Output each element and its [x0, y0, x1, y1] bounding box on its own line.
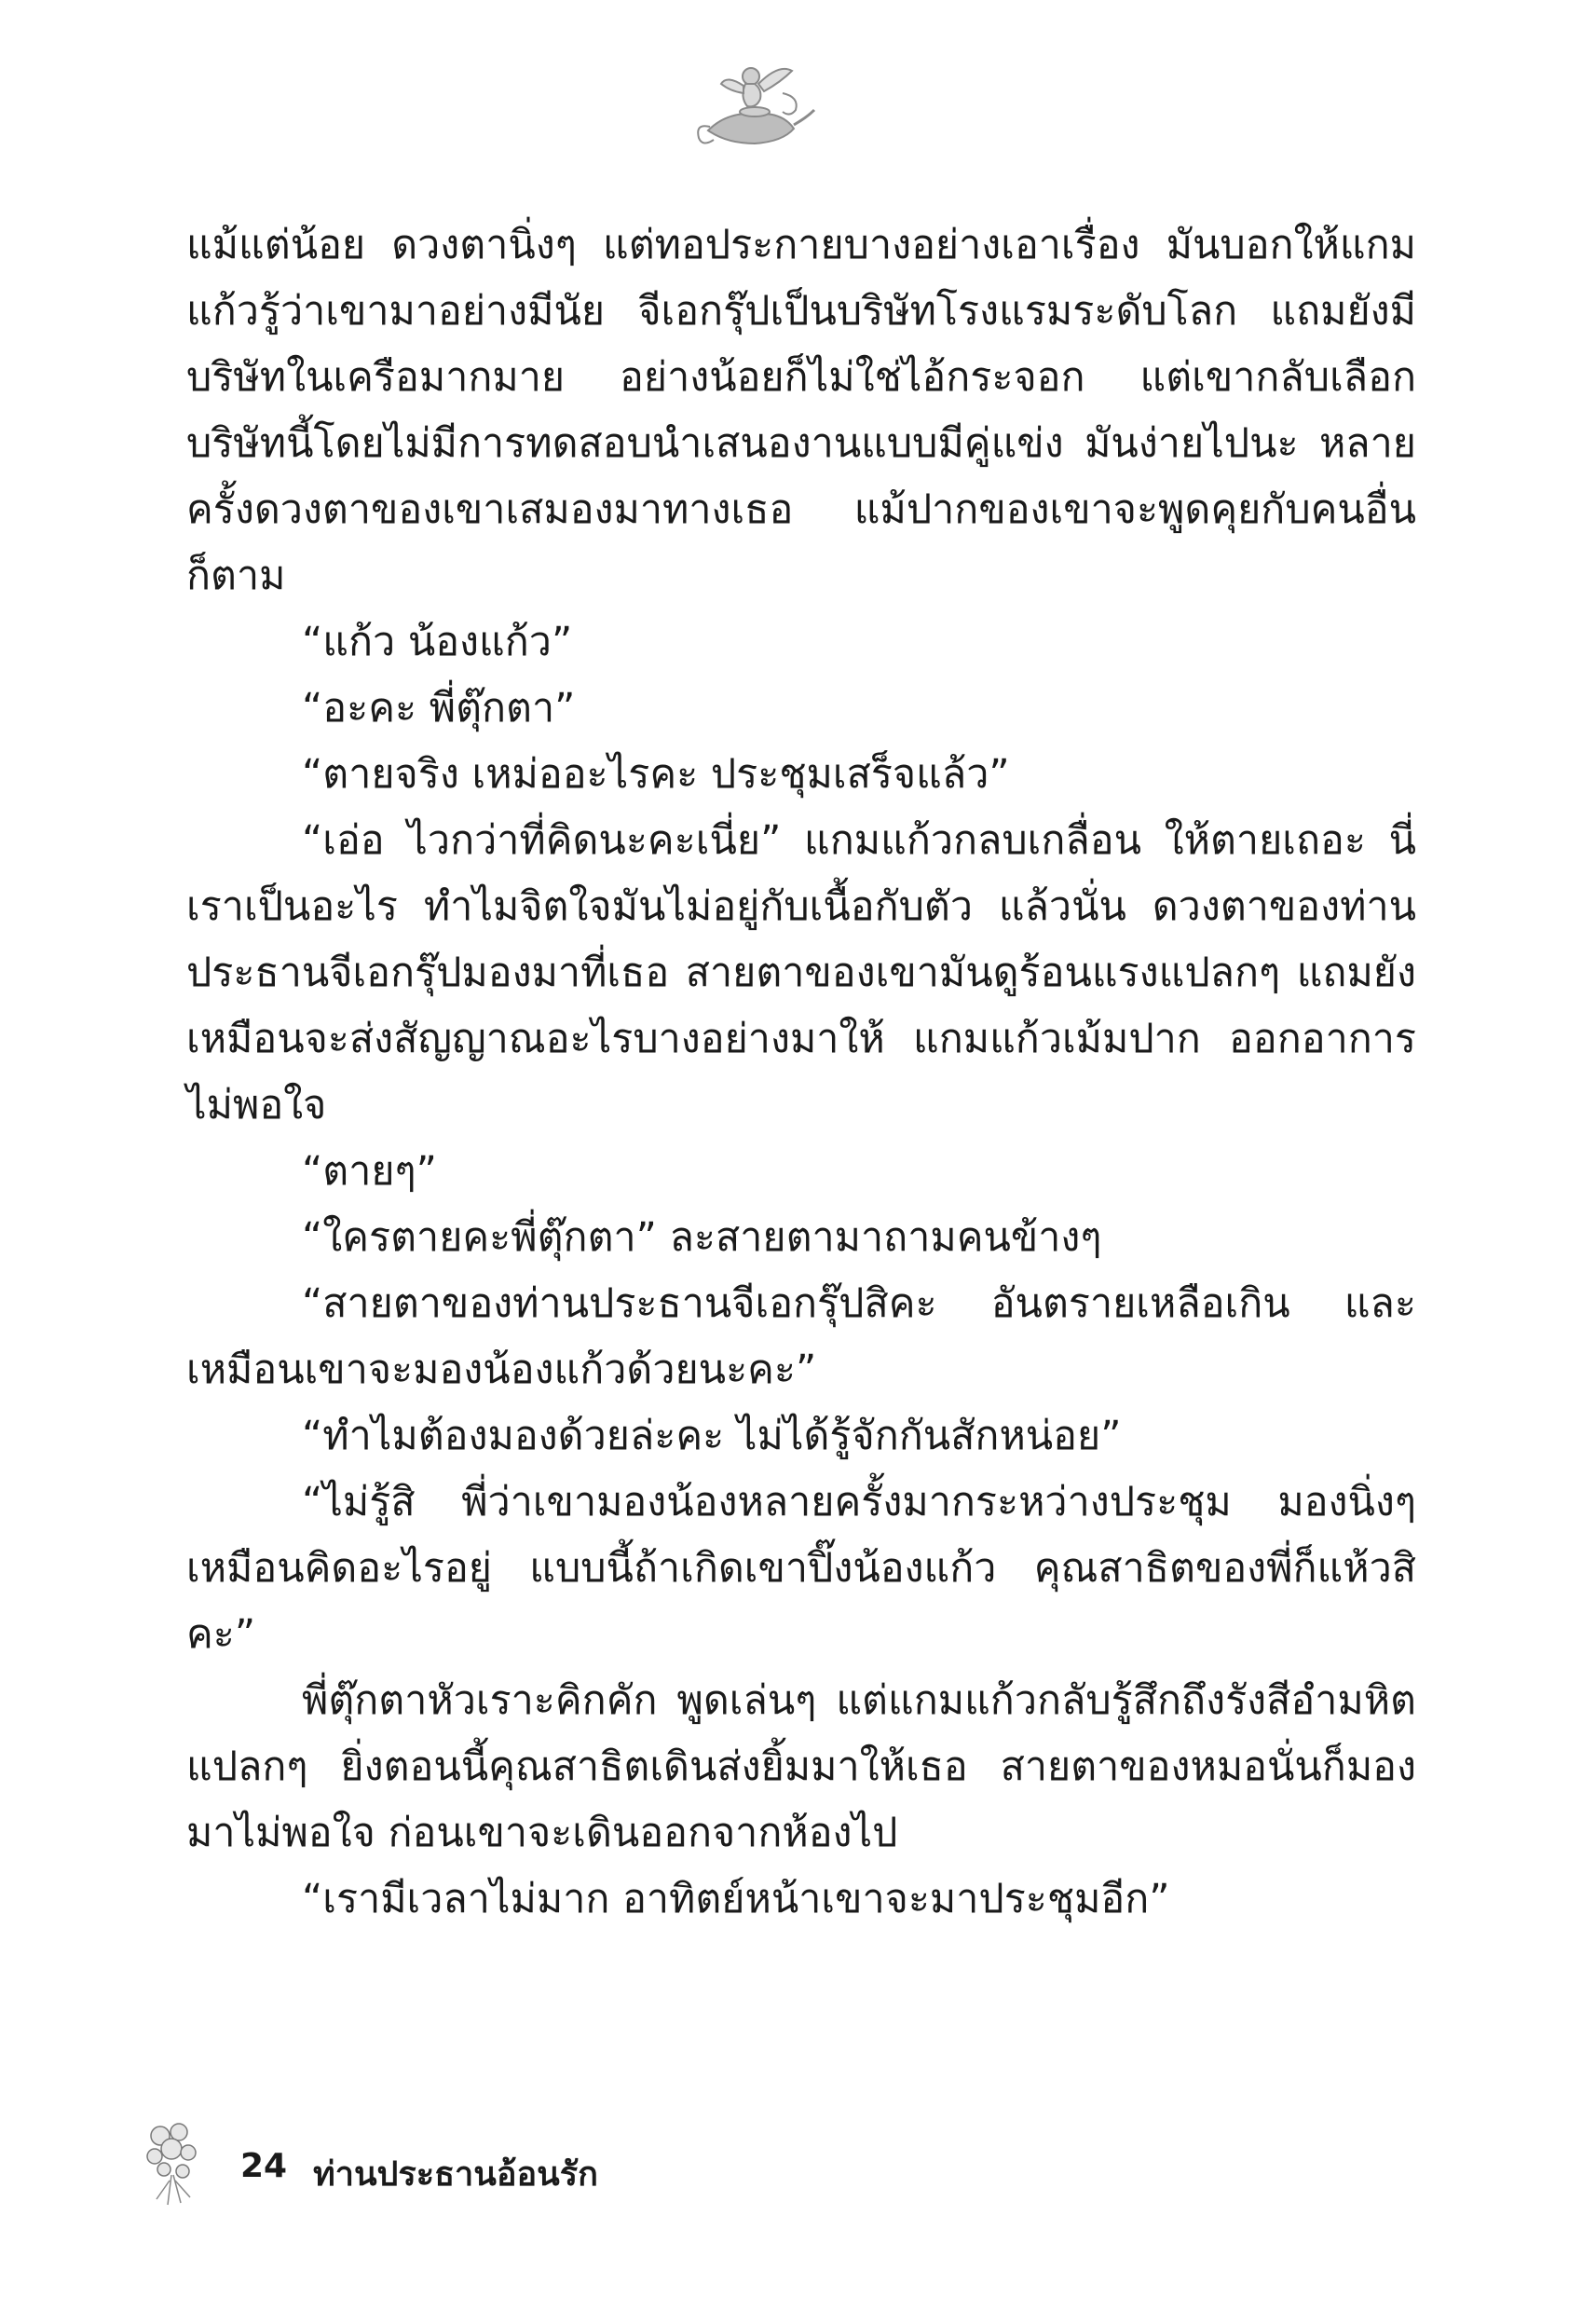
paragraph: “ทำไมต้องมองด้วยล่ะคะ ไม่ได้รู้จักกันสักหน่อย” — [302, 1413, 1122, 1459]
paragraph: “แก้ว น้องแก้ว” — [302, 619, 573, 665]
paragraph: “เรามีเวลาไม่มาก อาทิตย์หน้าเขาจะมาประชุมอีก” — [302, 1876, 1170, 1922]
cupid-teapot-icon — [689, 56, 820, 158]
paragraph: แม้แต่น้อย ดวงตานิ่งๆ แต่ทอประกายบางอย่างเอาเรื่อง มันบอกให้แกมแก้วรู้ว่าเขามาอย่างมีนัย จีเอกรุ๊ปเป็นบริษัทโรงแรมระดับโลก แถมยังมีบริษัทในเครือมากมาย อย่างน้อยก็ไม่ใช่ไอ้กระจอก แต่เขากลับเลือกบริษัทนี้โดยไม่มีการทดสอบนำเสนองานแบบมีคู่แข่ง มันง่ายไปนะ หลายครั้งดวงตาของเขาเสมองมาทางเธอ แม้ปากของเขาจะพูดคุยกับคนอื่นก็ตาม — [186, 222, 1416, 599]
page-body — [186, 212, 1416, 1933]
book-title: ท่านประธานอ้อนรัก — [313, 2155, 598, 2194]
paragraph: “ตายๆ” — [302, 1148, 437, 1195]
paragraph: “ตายจริง เหม่ออะไรคะ ประชุมเสร็จแล้ว” — [302, 751, 1010, 798]
flower-bouquet-icon — [140, 2115, 205, 2208]
paragraph: “ไม่รู้สิ พี่ว่าเขามองน้องหลายครั้งมากระหว่างประชุม มองนิ่งๆ เหมือนคิดอะไรอยู่ แบบนี้ถ้าเกิดเขาปิ๊งน้องแก้ว คุณสาธิตของพี่ก็แห้วสิคะ” — [186, 1479, 1416, 1658]
paragraph: “เอ่อ ไวกว่าที่คิดนะคะเนี่ย” แกมแก้วกลบเกลื่อน ให้ตายเถอะ นี่เราเป็นอะไร ทำไมจิตใจมันไม่อยู่กับเนื้อกับตัว แล้วนั่น ดวงตาของท่านประธานจีเอกรุ๊ปมองมาที่เธอ สายตาของเขามันดูร้อนแรงแปลกๆ แถมยังเหมือนจะส่งสัญญาณอะไรบางอย่างมาให้ แกมแก้วเม้มปาก ออกอาการไม่พอใจ — [186, 817, 1416, 1128]
page-footer — [140, 2115, 792, 2208]
paragraph: “ใครตายคะพี่ตุ๊กตา” ละสายตามาถามคนข้างๆ — [302, 1214, 1102, 1261]
page-number: 24 — [240, 2147, 288, 2185]
paragraph: “สายตาของท่านประธานจีเอกรุ๊ปสิคะ อันตรายเหลือเกิน และเหมือนเขาจะมองน้องแก้วด้วยนะคะ” — [186, 1280, 1416, 1393]
paragraph: พี่ตุ๊กตาหัวเราะคิกคัก พูดเล่นๆ แต่แกมแก้วกลับรู้สึกถึงรังสีอำมหิตแปลกๆ ยิ่งตอนนี้คุณสาธิตเดินส่งยิ้มมาให้เธอ สายตาของหมอนั่นก็มองมาไม่พอใจ ก่อนเขาจะเดินออกจากห้องไป — [186, 1677, 1416, 1856]
paragraph: “อะคะ พี่ตุ๊กตา” — [302, 685, 576, 732]
